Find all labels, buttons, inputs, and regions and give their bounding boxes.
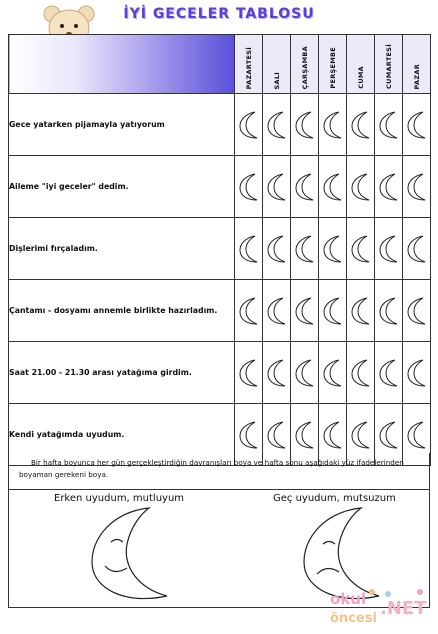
moon-checkbox[interactable] <box>291 342 319 404</box>
moon-checkbox[interactable] <box>375 94 403 156</box>
moon-checkbox[interactable] <box>235 280 263 342</box>
day-header: CUMARTESİ <box>375 35 403 94</box>
crescent-moon-icon <box>294 234 316 264</box>
moon-checkbox[interactable] <box>347 342 375 404</box>
crescent-moon-icon <box>378 420 400 450</box>
moon-checkbox[interactable] <box>403 280 431 342</box>
crescent-moon-icon <box>378 234 400 264</box>
task-label: Çantamı - dosyamı annemle birlikte hazırladım. <box>9 280 235 342</box>
logo-line2: öncesi <box>330 611 377 626</box>
task-row <box>9 218 431 280</box>
crescent-moon-icon <box>238 110 260 140</box>
crescent-moon-icon <box>406 172 428 202</box>
moon-checkbox[interactable] <box>235 94 263 156</box>
moon-checkbox[interactable] <box>347 218 375 280</box>
crescent-moon-icon <box>238 234 260 264</box>
crescent-moon-icon <box>238 172 260 202</box>
crescent-moon-icon <box>378 358 400 388</box>
day-header: CUMA <box>347 35 375 94</box>
task-row <box>9 280 431 342</box>
crescent-moon-icon <box>322 420 344 450</box>
moon-checkbox[interactable] <box>235 342 263 404</box>
moon-checkbox[interactable] <box>319 280 347 342</box>
task-row <box>9 342 431 404</box>
moon-checkbox[interactable] <box>319 218 347 280</box>
moon-checkbox[interactable] <box>347 280 375 342</box>
moon-checkbox[interactable] <box>263 94 291 156</box>
crescent-moon-icon <box>350 420 372 450</box>
crescent-moon-icon <box>294 296 316 326</box>
bedtime-chart <box>8 34 431 466</box>
crescent-moon-icon <box>238 296 260 326</box>
moon-checkbox[interactable] <box>403 94 431 156</box>
happy-face-label: Erken uyudum, mutluyum <box>54 493 185 504</box>
crescent-moon-icon <box>406 420 428 450</box>
crescent-moon-icon <box>322 358 344 388</box>
crescent-moon-icon <box>350 358 372 388</box>
moon-checkbox[interactable] <box>319 156 347 218</box>
crescent-moon-icon <box>350 172 372 202</box>
crescent-moon-icon <box>406 234 428 264</box>
crescent-moon-icon <box>322 172 344 202</box>
page-title: İYİ GECELER TABLOSU <box>123 6 315 22</box>
crescent-moon-icon <box>266 358 288 388</box>
crescent-moon-icon <box>294 358 316 388</box>
task-label: Aileme "iyi geceler" dedim. <box>9 156 235 218</box>
crescent-moon-icon <box>350 234 372 264</box>
crescent-moon-icon <box>266 420 288 450</box>
crescent-moon-icon <box>406 110 428 140</box>
site-logo <box>324 586 436 630</box>
moon-checkbox[interactable] <box>403 342 431 404</box>
logo-net: .NET <box>380 598 427 619</box>
crescent-moon-icon <box>378 110 400 140</box>
task-label: Dişlerimi fırçaladım. <box>9 218 235 280</box>
crescent-moon-icon <box>266 296 288 326</box>
moon-checkbox[interactable] <box>319 94 347 156</box>
crescent-moon-icon <box>266 234 288 264</box>
crescent-moon-icon <box>406 296 428 326</box>
task-label: Gece yatarken pijamayla yatıyorum <box>9 94 235 156</box>
moon-checkbox[interactable] <box>319 342 347 404</box>
header-row <box>9 35 431 94</box>
crescent-moon-icon <box>406 358 428 388</box>
crescent-moon-icon <box>350 110 372 140</box>
moon-checkbox[interactable] <box>375 218 403 280</box>
moon-checkbox[interactable] <box>347 156 375 218</box>
moon-checkbox[interactable] <box>375 280 403 342</box>
crescent-moon-icon <box>266 172 288 202</box>
moon-checkbox[interactable] <box>375 156 403 218</box>
moon-checkbox[interactable] <box>263 218 291 280</box>
moon-checkbox[interactable] <box>375 342 403 404</box>
logo-graphic <box>324 586 436 630</box>
crescent-moon-icon <box>294 420 316 450</box>
task-label: Saat 21.00 - 21.30 arası yatağıma girdim. <box>9 342 235 404</box>
task-row <box>9 94 431 156</box>
crescent-moon-icon <box>350 296 372 326</box>
crescent-moon-icon <box>378 172 400 202</box>
moon-checkbox[interactable] <box>291 218 319 280</box>
sad-face-label: Geç uyudum, mutsuzum <box>273 493 396 504</box>
moon-checkbox[interactable] <box>235 156 263 218</box>
day-header: ÇARŞAMBA <box>291 35 319 94</box>
day-header: PAZAR <box>403 35 431 94</box>
day-header: PAZARTESİ <box>235 35 263 94</box>
logo-line1: okul <box>330 590 367 608</box>
task-row <box>9 156 431 218</box>
moon-checkbox[interactable] <box>263 342 291 404</box>
crescent-moon-icon <box>378 296 400 326</box>
task-label: Kendi yatağımda uyudum. <box>9 404 235 466</box>
moon-checkbox[interactable] <box>291 280 319 342</box>
moon-checkbox[interactable] <box>347 94 375 156</box>
day-header: SALI <box>263 35 291 94</box>
moon-checkbox[interactable] <box>291 94 319 156</box>
moon-checkbox[interactable] <box>403 218 431 280</box>
crescent-moon-icon <box>238 358 260 388</box>
instruction-note: Bir hafta boyunca her gün gerçekleştirdiğin davranışları boya ve hafta sonu aşağıdaki yüz ifadelerinden boyaman gerekeni boya. <box>8 453 430 490</box>
moon-checkbox[interactable] <box>263 156 291 218</box>
moon-checkbox[interactable] <box>291 156 319 218</box>
header-corner <box>9 35 235 94</box>
moon-checkbox[interactable] <box>235 218 263 280</box>
happy-moon-face-icon[interactable] <box>79 504 175 604</box>
crescent-moon-icon <box>294 110 316 140</box>
crescent-moon-icon <box>238 420 260 450</box>
moon-checkbox[interactable] <box>403 156 431 218</box>
moon-checkbox[interactable] <box>263 280 291 342</box>
crescent-moon-icon <box>294 172 316 202</box>
crescent-moon-icon <box>266 110 288 140</box>
crescent-moon-icon <box>322 110 344 140</box>
crescent-moon-icon <box>322 296 344 326</box>
crescent-moon-icon <box>322 234 344 264</box>
day-header: PERŞEMBE <box>319 35 347 94</box>
